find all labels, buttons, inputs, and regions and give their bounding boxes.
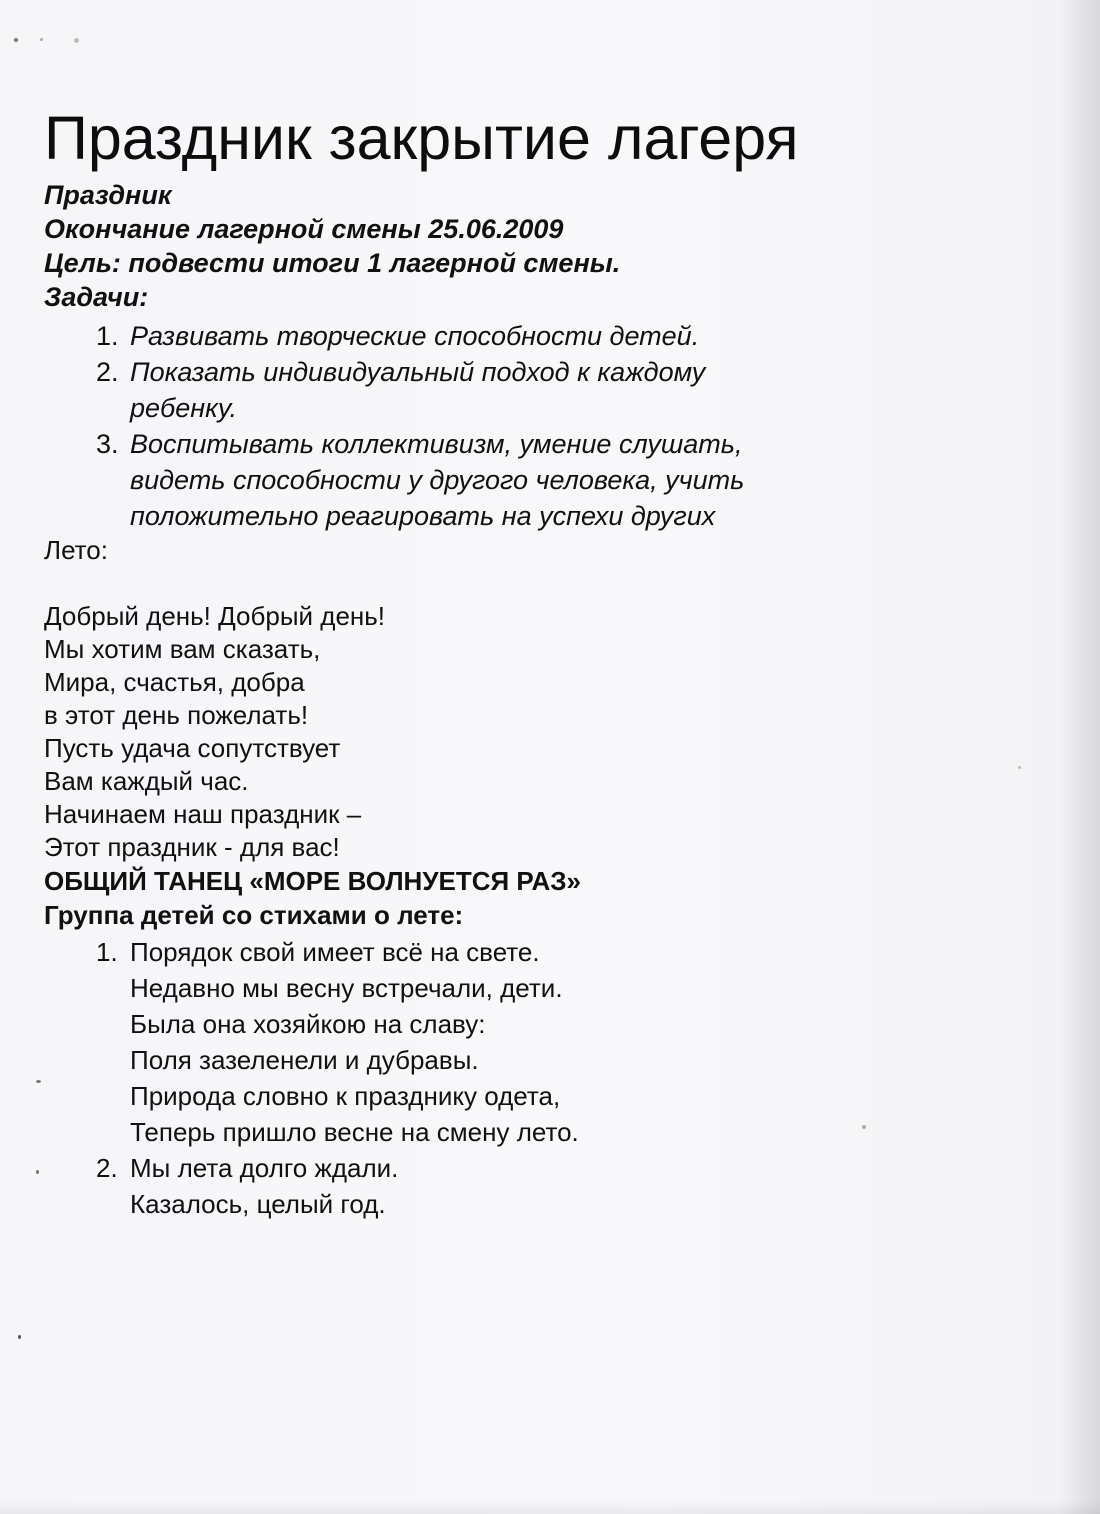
dust-speck xyxy=(862,1125,866,1129)
page-title: Праздник закрытие лагеря xyxy=(44,104,799,172)
event-date-line: Окончание лагерной смены 25.06.2009 xyxy=(44,214,564,244)
dust-speck xyxy=(74,38,79,43)
group-heading: Группа детей со стихами о лете: xyxy=(44,900,464,930)
verse-line: Поля зазеленели и дубравы. xyxy=(130,1045,479,1075)
speaker-label: Лето: xyxy=(44,535,108,565)
document-body xyxy=(44,98,804,1222)
list-number: 2. xyxy=(96,1153,118,1183)
list-number: 2. xyxy=(96,357,119,387)
list-item xyxy=(44,1150,804,1222)
list-item xyxy=(44,354,804,426)
list-item-text: Показать индивидуальный подход к каждому ребенку. xyxy=(130,357,706,423)
list-item xyxy=(44,426,804,534)
greeting-verse xyxy=(44,600,804,864)
list-number: 3. xyxy=(96,429,119,459)
page-bottom-shadow xyxy=(0,1500,1100,1514)
list-number: 1. xyxy=(96,321,119,351)
dust-speck xyxy=(14,38,18,42)
blank-line xyxy=(44,567,804,600)
goal-line: Цель: подвести итоги 1 лагерной смены. xyxy=(44,248,621,278)
event-label: Праздник xyxy=(44,180,172,210)
poems-list xyxy=(44,934,804,1222)
list-item xyxy=(44,934,804,1150)
tasks-list xyxy=(44,318,804,534)
dance-heading: ОБЩИЙ ТАНЕЦ «МОРЕ ВОЛНУЕТСЯ РАЗ» xyxy=(44,866,581,896)
list-number: 1. xyxy=(96,937,118,967)
verse-line: Пусть удача сопутствует xyxy=(44,733,341,763)
tasks-heading: Задачи: xyxy=(44,282,149,312)
verse-line: Мира, счастья, добра xyxy=(44,667,305,697)
verse-line: Природа словно к празднику одета, xyxy=(130,1081,561,1111)
verse-line: Порядок свой имеет всё на свете. xyxy=(130,937,540,967)
verse-line: Добрый день! Добрый день! xyxy=(44,601,386,631)
verse-line: Вам каждый час. xyxy=(44,766,249,796)
dust-speck xyxy=(1018,766,1021,769)
list-item-text: Развивать творческие способности детей. xyxy=(130,321,700,351)
verse-line: Недавно мы весну встречали, дети. xyxy=(130,973,563,1003)
page-edge-shadow xyxy=(1060,0,1100,1514)
verse-line: Была она хозяйкою на славу: xyxy=(130,1009,486,1039)
dust-speck xyxy=(36,1080,41,1083)
verse-line: Казалось, целый год. xyxy=(130,1189,386,1219)
verse-line: Начинаем наш праздник – xyxy=(44,799,362,829)
verse-line: в этот день пожелать! xyxy=(44,700,309,730)
verse-line: Мы лета долго ждали. xyxy=(130,1153,399,1183)
dust-speck xyxy=(40,38,43,41)
dust-speck xyxy=(36,1170,39,1174)
list-item xyxy=(44,318,804,354)
verse-line: Этот праздник - для вас! xyxy=(44,832,340,862)
list-item-text: Воспитывать коллективизм, умение слушать, видеть способности у другого человека, учить положительно реагировать на успехи других xyxy=(130,429,745,531)
dust-speck xyxy=(18,1335,21,1339)
verse-line: Мы хотим вам сказать, xyxy=(44,634,321,664)
verse-line: Теперь пришло весне на смену лето. xyxy=(130,1117,579,1147)
